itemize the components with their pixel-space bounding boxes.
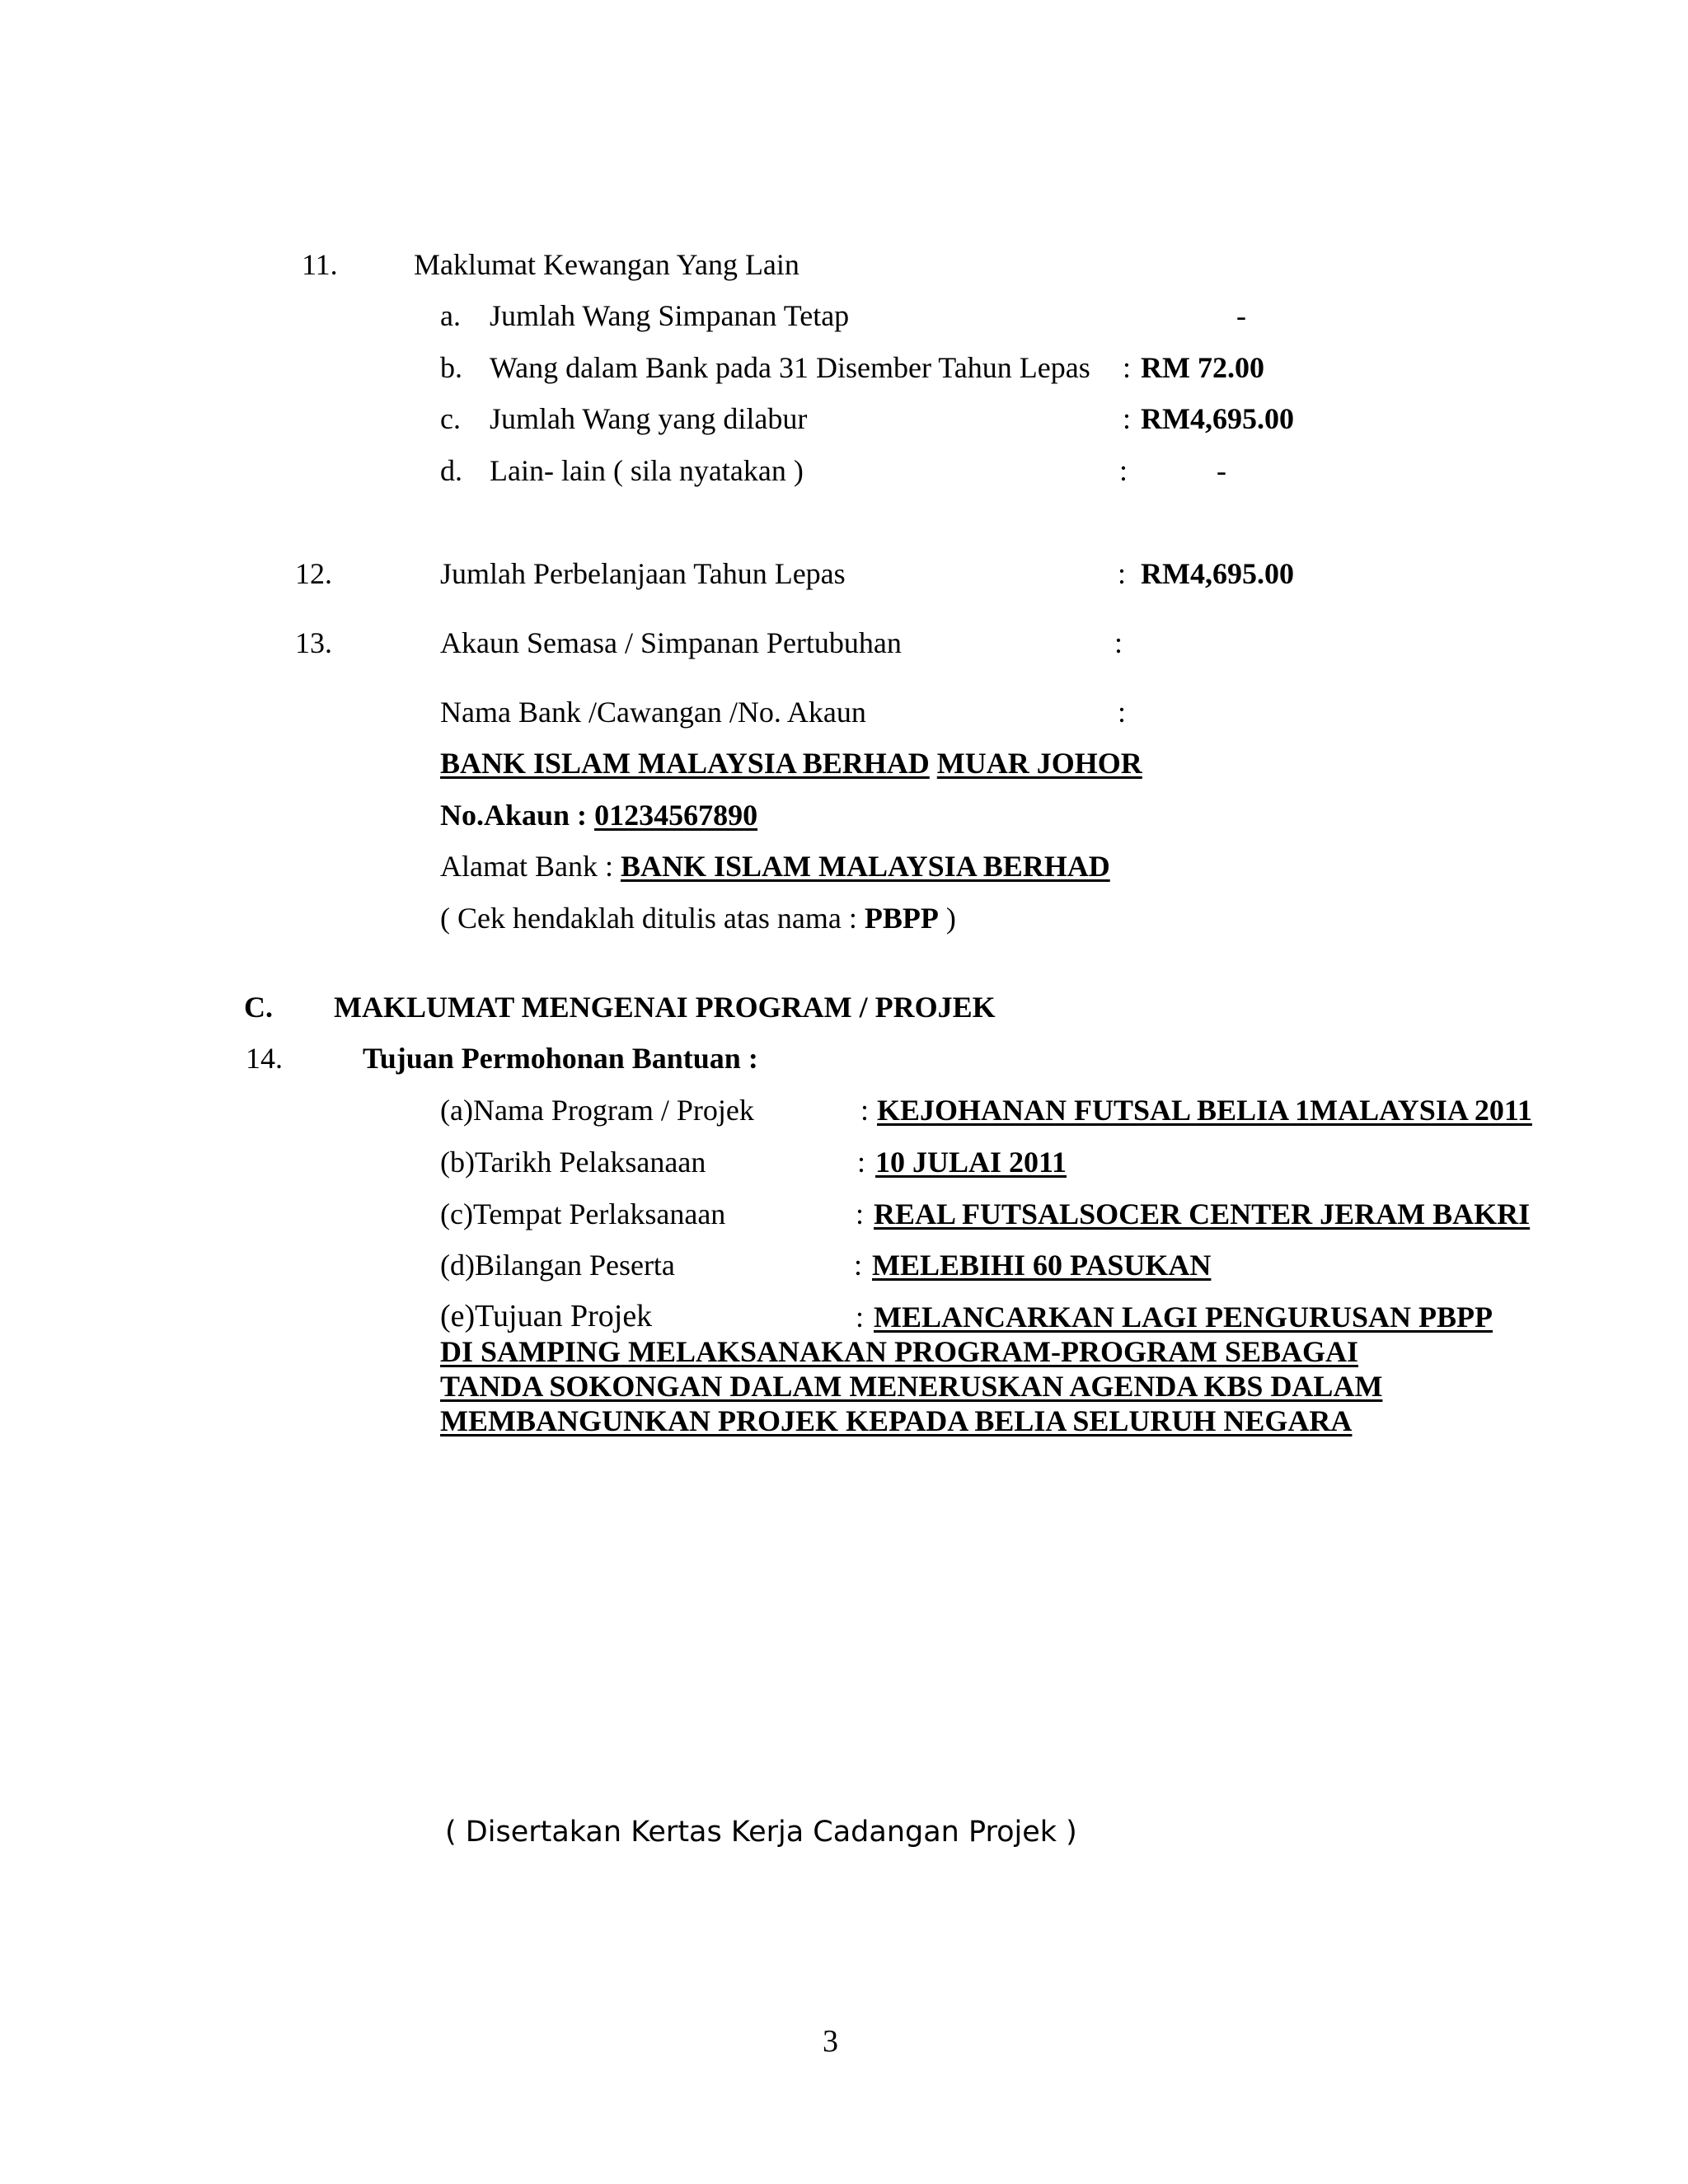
item-14e-colon: : — [856, 1301, 865, 1333]
account-line — [440, 800, 757, 830]
section-13-colon: : — [1114, 626, 1123, 659]
section-c-letter: C. — [244, 991, 273, 1024]
cheque-note-close: ) — [945, 902, 956, 935]
item-11d-colon: : — [1119, 454, 1128, 487]
bank-branch: MUAR JOHOR — [936, 747, 1142, 780]
bank-address-line — [440, 851, 1110, 881]
bank-detail-colon: : — [1118, 696, 1127, 729]
item-14b-colon: : — [857, 1146, 866, 1179]
item-11a-label: Jumlah Wang Simpanan Tetap — [490, 299, 850, 332]
item-11a-letter: a. — [440, 299, 461, 332]
section-11-title: Maklumat Kewangan Yang Lain — [414, 248, 799, 281]
bank-address-value: BANK ISLAM MALAYSIA BERHAD — [620, 850, 1110, 883]
bank-name-line — [440, 748, 1142, 778]
item-14e-label: (e)Tujuan Projek — [440, 1299, 653, 1333]
section-14-title: Tujuan Permohonan Bantuan : — [363, 1042, 758, 1075]
section-11-number: 11. — [302, 248, 338, 281]
item-14b-value: 10 JULAI 2011 — [875, 1146, 1067, 1179]
account-label: No.Akaun : — [440, 799, 588, 832]
attachment-note: ( Disertakan Kertas Kerja Cadangan Projek ) — [445, 1816, 1077, 1849]
item-11c-letter: c. — [440, 402, 461, 435]
item-14d-value: MELEBIHI 60 PASUKAN — [872, 1249, 1212, 1282]
section-13-number: 13. — [295, 626, 332, 659]
section-c-title: MAKLUMAT MENGENAI PROGRAM / PROJEK — [334, 991, 996, 1024]
item-11c-value: RM4,695.00 — [1141, 402, 1294, 435]
item-14c-colon: : — [856, 1197, 865, 1230]
item-14d-label: (d)Bilangan Peserta — [440, 1249, 675, 1282]
item-11a-value: - — [1236, 299, 1246, 332]
purpose-line-4: MEMBANGUNKAN PROJEK KEPADA BELIA SELURUH NEGARA — [440, 1404, 1353, 1437]
item-14d-colon: : — [854, 1249, 863, 1282]
item-14c-label: (c)Tempat Perlaksanaan — [440, 1197, 726, 1230]
purpose-line-1: MELANCARKAN LAGI PENGURUSAN PBPP — [874, 1301, 1493, 1333]
cheque-note-open: ( Cek hendaklah ditulis atas nama : — [440, 902, 857, 935]
purpose-line-3: TANDA SOKONGAN DALAM MENERUSKAN AGENDA KBS DALAM — [440, 1370, 1383, 1403]
item-11c-label: Jumlah Wang yang dilabur — [490, 402, 808, 435]
bank-name: BANK ISLAM MALAYSIA BERHAD — [440, 747, 930, 780]
cheque-note — [440, 903, 956, 933]
item-11b-value: RM 72.00 — [1141, 351, 1264, 384]
bank-detail-label: Nama Bank /Cawangan /No. Akaun — [440, 696, 866, 729]
item-14a-value: KEJOHANAN FUTSAL BELIA 1MALAYSIA 2011 — [877, 1094, 1532, 1127]
item-14c-value: REAL FUTSALSOCER CENTER JERAM BAKRI — [874, 1197, 1531, 1230]
item-14b-label: (b)Tarikh Pelaksanaan — [440, 1146, 706, 1179]
section-12-colon: : — [1118, 557, 1127, 590]
cheque-payee: PBPP — [864, 902, 939, 935]
account-number: 01234567890 — [594, 799, 758, 832]
item-11d-label: Lain- lain ( sila nyatakan ) — [490, 454, 804, 487]
purpose-line-2: DI SAMPING MELAKSANAKAN PROGRAM-PROGRAM SEBAGAI — [440, 1335, 1358, 1368]
item-11d-value: - — [1217, 454, 1226, 487]
section-12-value: RM4,695.00 — [1141, 557, 1294, 590]
item-11c-colon: : — [1123, 402, 1132, 435]
item-11b-colon: : — [1123, 351, 1132, 384]
item-14a-label: (a)Nama Program / Projek — [440, 1094, 754, 1127]
section-12-number: 12. — [295, 557, 332, 590]
section-14-number: 14. — [246, 1042, 283, 1075]
item-11d-letter: d. — [440, 454, 462, 487]
section-12-label: Jumlah Perbelanjaan Tahun Lepas — [440, 557, 846, 590]
item-14a-colon: : — [860, 1094, 870, 1127]
bank-address-label: Alamat Bank : — [440, 850, 613, 883]
page-number: 3 — [823, 2024, 838, 2059]
item-11b-label: Wang dalam Bank pada 31 Disember Tahun Lepas — [490, 351, 1090, 384]
section-13-label: Akaun Semasa / Simpanan Pertubuhan — [440, 626, 902, 659]
item-11b-letter: b. — [440, 351, 462, 384]
